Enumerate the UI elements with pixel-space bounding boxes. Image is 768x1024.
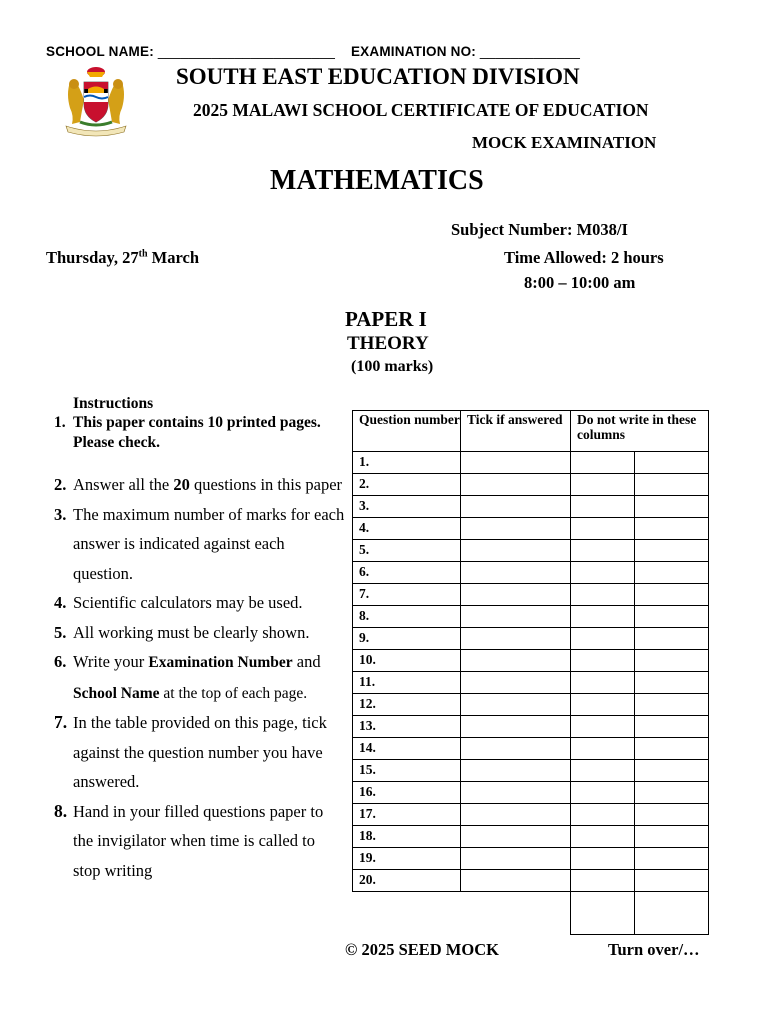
instruction-item: 4. Scientific calculators may be used. (54, 593, 303, 612)
examiner-cell-1 (571, 628, 635, 650)
tick-cell[interactable] (461, 694, 571, 716)
tick-cell[interactable] (461, 826, 571, 848)
table-row (353, 716, 709, 738)
division-title: SOUTH EAST EDUCATION DIVISION (176, 64, 580, 89)
examiner-cell-2 (635, 782, 709, 804)
question-number-cell: 7. (353, 584, 461, 606)
instruction-item: 5. All working must be clearly shown. (54, 622, 310, 642)
empty-cell (461, 892, 571, 935)
school-name-field[interactable]: _______________________ (157, 44, 336, 59)
examiner-cell-1 (571, 496, 635, 518)
question-number-cell: 5. (353, 540, 461, 562)
subject-number: Subject Number: M038/I (451, 220, 628, 239)
table-row (353, 452, 709, 474)
examiner-cell-1 (571, 606, 635, 628)
section-title: THEORY (347, 333, 429, 354)
tick-cell[interactable] (461, 606, 571, 628)
examiner-cell-2 (635, 584, 709, 606)
examiner-cell-2 (635, 474, 709, 496)
column-header-tick: Tick if answered (461, 411, 571, 452)
table-row (353, 848, 709, 870)
copyright: © 2025 SEED MOCK (345, 940, 499, 959)
examiner-cell-1 (571, 870, 635, 892)
question-number-cell: 20. (353, 870, 461, 892)
turn-over-note: Turn over/… (608, 940, 700, 959)
total-row (353, 892, 709, 935)
column-header-examiner: Do not write in these columns (571, 411, 709, 452)
examiner-cell-2 (635, 870, 709, 892)
examiner-cell-2 (635, 672, 709, 694)
tick-cell[interactable] (461, 650, 571, 672)
examiner-cell-2 (635, 650, 709, 672)
tick-cell[interactable] (461, 540, 571, 562)
question-number-cell: 15. (353, 760, 461, 782)
table-row (353, 826, 709, 848)
time-range: 8:00 – 10:00 am (524, 273, 636, 292)
examiner-cell-1 (571, 760, 635, 782)
question-number-cell: 18. (353, 826, 461, 848)
question-number-cell: 19. (353, 848, 461, 870)
instruction-item: 6. Write your Examination Number and School Name at the top of each page. (54, 652, 321, 702)
tick-cell[interactable] (461, 716, 571, 738)
examiner-cell-1 (571, 782, 635, 804)
examiner-cell-1 (571, 452, 635, 474)
table-row (353, 496, 709, 518)
table-row (353, 694, 709, 716)
question-number-cell: 4. (353, 518, 461, 540)
table-row (353, 804, 709, 826)
date-day: Thursday, 27 (46, 248, 139, 267)
examiner-cell-1 (571, 672, 635, 694)
table-row (353, 540, 709, 562)
tick-cell[interactable] (461, 518, 571, 540)
table-row (353, 870, 709, 892)
tick-cell[interactable] (461, 628, 571, 650)
instruction-item: 8. Hand in your filled questions paper to the invigilator when time is called to stop writing (54, 800, 324, 880)
tick-cell[interactable] (461, 870, 571, 892)
examiner-cell-2 (635, 848, 709, 870)
instructions-title: Instructions (73, 395, 154, 412)
column-header-question: Question number (353, 411, 461, 452)
examiner-cell-1 (571, 474, 635, 496)
paper-title: PAPER I (345, 307, 427, 331)
examiner-cell-2 (635, 496, 709, 518)
school-name-label: SCHOOL NAME: (46, 44, 154, 59)
tick-cell[interactable] (461, 672, 571, 694)
examiner-cell-2 (635, 738, 709, 760)
table-row (353, 518, 709, 540)
examiner-cell-1 (571, 804, 635, 826)
examiner-cell-2 (635, 804, 709, 826)
examiner-cell-2 (635, 540, 709, 562)
examiner-cell-2 (635, 518, 709, 540)
table-row (353, 738, 709, 760)
examiner-cell-2 (635, 694, 709, 716)
examiner-cell-1 (571, 518, 635, 540)
table-row (353, 672, 709, 694)
question-number-cell: 8. (353, 606, 461, 628)
table-row (353, 760, 709, 782)
examiner-cell-1 (571, 738, 635, 760)
time-allowed: Time Allowed: 2 hours (504, 248, 664, 267)
tick-cell[interactable] (461, 804, 571, 826)
subject-title: MATHEMATICS (270, 165, 484, 196)
question-number-cell: 10. (353, 650, 461, 672)
empty-cell (353, 892, 461, 935)
table-row (353, 606, 709, 628)
header-line (46, 44, 580, 59)
question-number-cell: 2. (353, 474, 461, 496)
examiner-cell-1 (571, 848, 635, 870)
question-number-cell: 3. (353, 496, 461, 518)
table-row (353, 474, 709, 496)
question-number-cell: 1. (353, 452, 461, 474)
total-marks: (100 marks) (351, 358, 434, 375)
examiner-cell-1 (571, 650, 635, 672)
table-row (353, 628, 709, 650)
table-row (353, 562, 709, 584)
examiner-cell-2 (635, 760, 709, 782)
tick-cell[interactable] (461, 738, 571, 760)
date-suffix: th (138, 248, 148, 260)
question-number-cell: 13. (353, 716, 461, 738)
examiner-cell-1 (571, 716, 635, 738)
tick-cell[interactable] (461, 452, 571, 474)
examiner-total-cell (635, 892, 709, 935)
examiner-cell-2 (635, 628, 709, 650)
tick-cell[interactable] (461, 562, 571, 584)
table-body (353, 452, 709, 935)
examiner-cell-1 (571, 826, 635, 848)
tick-cell[interactable] (461, 782, 571, 804)
question-number-cell: 17. (353, 804, 461, 826)
examiner-cell-2 (635, 826, 709, 848)
examiner-cell-2 (635, 606, 709, 628)
question-number-cell: 16. (353, 782, 461, 804)
certificate-title: 2025 MALAWI SCHOOL CERTIFICATE OF EDUCATION (193, 100, 649, 120)
question-number-cell: 14. (353, 738, 461, 760)
malawi-coat-of-arms-icon (60, 64, 132, 138)
instruction-item: 7. In the table provided on this page, tick against the question number you have answered. (54, 712, 327, 791)
examiner-cell-2 (635, 562, 709, 584)
table-row (353, 584, 709, 606)
question-number-cell: 11. (353, 672, 461, 694)
instruction-item: 3. The maximum number of marks for each answer is indicated against each question. (54, 504, 345, 583)
instruction-item: 2. Answer all the 20 questions in this paper (54, 475, 343, 494)
instructions-list (50, 413, 345, 885)
examiner-cell-2 (635, 452, 709, 474)
tick-cell[interactable] (461, 496, 571, 518)
exam-number-field[interactable]: _____________ (479, 44, 581, 59)
examiner-cell-2 (635, 716, 709, 738)
examiner-cell-1 (571, 540, 635, 562)
tick-cell[interactable] (461, 584, 571, 606)
question-number-cell: 6. (353, 562, 461, 584)
table-row (353, 782, 709, 804)
question-number-cell: 9. (353, 628, 461, 650)
table-row (353, 650, 709, 672)
examiner-cell-1 (571, 694, 635, 716)
tick-cell[interactable] (461, 760, 571, 782)
date-month: March (147, 248, 200, 267)
exam-date (46, 248, 199, 268)
examiner-total-cell (571, 892, 635, 935)
examiner-cell-1 (571, 562, 635, 584)
examiner-cell-1 (571, 584, 635, 606)
question-number-cell: 12. (353, 694, 461, 716)
answer-tick-table (352, 410, 709, 935)
tick-cell[interactable] (461, 474, 571, 496)
instruction-item: 1. This paper contains 10 printed pages. Please check. (54, 414, 321, 451)
exam-number-label: EXAMINATION NO: (350, 44, 476, 59)
mock-title: MOCK EXAMINATION (472, 133, 657, 152)
tick-cell[interactable] (461, 848, 571, 870)
